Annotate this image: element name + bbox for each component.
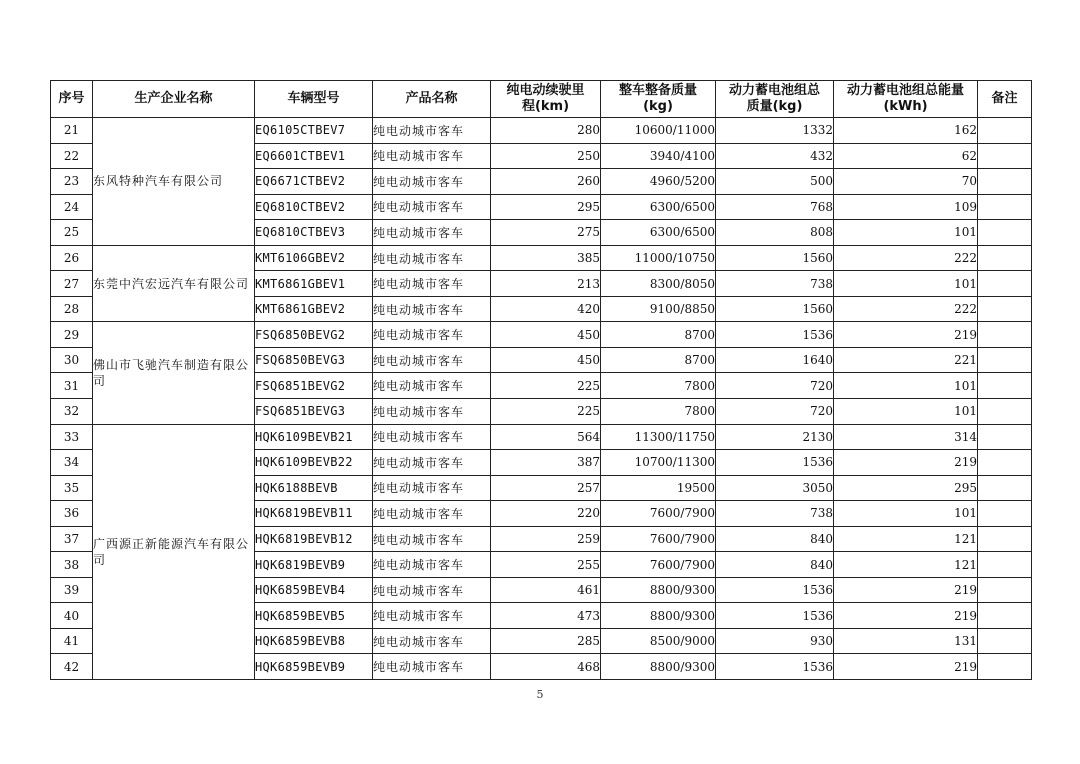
- remark-cell: [978, 577, 1032, 603]
- remark-cell: [978, 194, 1032, 220]
- range-km: 564: [491, 424, 601, 450]
- remark-cell: [978, 552, 1032, 578]
- vehicle-model: FSQ6850BEVG2: [255, 322, 373, 348]
- range-km: 285: [491, 628, 601, 654]
- range-km: 257: [491, 475, 601, 501]
- curb-mass: 11000/10750: [601, 245, 716, 271]
- product-name: 纯电动城市客车: [373, 245, 491, 271]
- battery-energy: 131: [834, 628, 978, 654]
- table-header-row: [51, 81, 1032, 118]
- battery-energy: 121: [834, 526, 978, 552]
- page-number: 5: [536, 688, 544, 701]
- battery-energy: 101: [834, 271, 978, 297]
- product-name: 纯电动城市客车: [373, 577, 491, 603]
- range-km: 260: [491, 169, 601, 195]
- row-seq: 26: [51, 245, 93, 271]
- remark-cell: [978, 526, 1032, 552]
- vehicle-model: HQK6859BEVB5: [255, 603, 373, 629]
- curb-mass: 7600/7900: [601, 552, 716, 578]
- battery-mass: 738: [716, 271, 834, 297]
- remark-cell: [978, 373, 1032, 399]
- remark-cell: [978, 245, 1032, 271]
- remark-cell: [978, 399, 1032, 425]
- curb-mass: 10700/11300: [601, 450, 716, 476]
- battery-mass: 840: [716, 552, 834, 578]
- remark-cell: [978, 628, 1032, 654]
- battery-mass: 720: [716, 373, 834, 399]
- battery-mass: 840: [716, 526, 834, 552]
- vehicle-model: FSQ6851BEVG2: [255, 373, 373, 399]
- battery-mass: 808: [716, 220, 834, 246]
- battery-energy: 219: [834, 654, 978, 680]
- vehicle-model: KMT6861GBEV1: [255, 271, 373, 297]
- vehicle-catalog-table: [50, 80, 1032, 680]
- remark-cell: [978, 220, 1032, 246]
- battery-energy: 219: [834, 322, 978, 348]
- header-model: 车辆型号: [255, 81, 373, 118]
- range-km: 387: [491, 450, 601, 476]
- curb-mass: 6300/6500: [601, 220, 716, 246]
- remark-cell: [978, 501, 1032, 527]
- curb-mass: 8800/9300: [601, 654, 716, 680]
- header-range-line2: 程(km): [521, 99, 570, 114]
- vehicle-model: EQ6105CTBEV7: [255, 118, 373, 144]
- range-km: 259: [491, 526, 601, 552]
- vehicle-model: EQ6810CTBEV3: [255, 220, 373, 246]
- product-name: 纯电动城市客车: [373, 552, 491, 578]
- battery-mass: 432: [716, 143, 834, 169]
- row-seq: 37: [51, 526, 93, 552]
- range-km: 275: [491, 220, 601, 246]
- vehicle-model: FSQ6851BEVG3: [255, 399, 373, 425]
- battery-mass: 1640: [716, 347, 834, 373]
- remark-cell: [978, 296, 1032, 322]
- curb-mass: 8300/8050: [601, 271, 716, 297]
- row-seq: 42: [51, 654, 93, 680]
- header-energy-line1: 动力蓄电池组总能量: [846, 83, 964, 98]
- remark-cell: [978, 143, 1032, 169]
- company-name: 东风特种汽车有限公司: [93, 118, 255, 246]
- range-km: 450: [491, 322, 601, 348]
- range-km: 250: [491, 143, 601, 169]
- remark-cell: [978, 424, 1032, 450]
- row-seq: 30: [51, 347, 93, 373]
- vehicle-model: HQK6859BEVB9: [255, 654, 373, 680]
- range-km: 473: [491, 603, 601, 629]
- row-seq: 22: [51, 143, 93, 169]
- range-km: 385: [491, 245, 601, 271]
- row-seq: 24: [51, 194, 93, 220]
- range-km: 255: [491, 552, 601, 578]
- remark-cell: [978, 322, 1032, 348]
- remark-cell: [978, 118, 1032, 144]
- vehicle-model: HQK6819BEVB12: [255, 526, 373, 552]
- row-seq: 40: [51, 603, 93, 629]
- company-name: 东莞中汽宏远汽车有限公司: [93, 245, 255, 322]
- curb-mass: 8700: [601, 322, 716, 348]
- product-name: 纯电动城市客车: [373, 143, 491, 169]
- product-name: 纯电动城市客车: [373, 169, 491, 195]
- product-name: 纯电动城市客车: [373, 654, 491, 680]
- battery-energy: 221: [834, 347, 978, 373]
- battery-energy: 314: [834, 424, 978, 450]
- battery-mass: 1332: [716, 118, 834, 144]
- vehicle-model: HQK6859BEVB8: [255, 628, 373, 654]
- range-km: 295: [491, 194, 601, 220]
- battery-mass: 1560: [716, 296, 834, 322]
- product-name: 纯电动城市客车: [373, 194, 491, 220]
- header-energy: [834, 81, 978, 118]
- curb-mass: 7800: [601, 373, 716, 399]
- battery-energy: 70: [834, 169, 978, 195]
- header-energy-line2: (kWh): [883, 99, 928, 114]
- remark-cell: [978, 347, 1032, 373]
- curb-mass: 3940/4100: [601, 143, 716, 169]
- row-seq: 21: [51, 118, 93, 144]
- table-row: [51, 245, 1032, 271]
- curb-mass: 8800/9300: [601, 577, 716, 603]
- range-km: 280: [491, 118, 601, 144]
- curb-mass: 8700: [601, 347, 716, 373]
- range-km: 468: [491, 654, 601, 680]
- table-row: [51, 118, 1032, 144]
- header-mass-line2: (kg): [643, 99, 673, 114]
- vehicle-model: KMT6106GBEV2: [255, 245, 373, 271]
- product-name: 纯电动城市客车: [373, 271, 491, 297]
- product-name: 纯电动城市客车: [373, 628, 491, 654]
- vehicle-model: FSQ6850BEVG3: [255, 347, 373, 373]
- range-km: 225: [491, 373, 601, 399]
- header-product: 产品名称: [373, 81, 491, 118]
- product-name: 纯电动城市客车: [373, 220, 491, 246]
- row-seq: 41: [51, 628, 93, 654]
- battery-energy: 219: [834, 603, 978, 629]
- curb-mass: 7600/7900: [601, 526, 716, 552]
- remark-cell: [978, 475, 1032, 501]
- product-name: 纯电动城市客车: [373, 296, 491, 322]
- product-name: 纯电动城市客车: [373, 347, 491, 373]
- header-range: [491, 81, 601, 118]
- table-row: [51, 322, 1032, 348]
- vehicle-model: HQK6109BEVB22: [255, 450, 373, 476]
- row-seq: 36: [51, 501, 93, 527]
- battery-energy: 121: [834, 552, 978, 578]
- header-battery-mass-line2: 质量(kg): [746, 99, 803, 114]
- battery-mass: 1536: [716, 450, 834, 476]
- battery-energy: 101: [834, 501, 978, 527]
- curb-mass: 6300/6500: [601, 194, 716, 220]
- remark-cell: [978, 271, 1032, 297]
- battery-energy: 62: [834, 143, 978, 169]
- battery-mass: 720: [716, 399, 834, 425]
- vehicle-model: EQ6671CTBEV2: [255, 169, 373, 195]
- range-km: 461: [491, 577, 601, 603]
- range-km: 450: [491, 347, 601, 373]
- curb-mass: 7600/7900: [601, 501, 716, 527]
- curb-mass: 11300/11750: [601, 424, 716, 450]
- product-name: 纯电动城市客车: [373, 373, 491, 399]
- header-battery-mass: [716, 81, 834, 118]
- range-km: 225: [491, 399, 601, 425]
- product-name: 纯电动城市客车: [373, 118, 491, 144]
- product-name: 纯电动城市客车: [373, 424, 491, 450]
- range-km: 213: [491, 271, 601, 297]
- row-seq: 29: [51, 322, 93, 348]
- curb-mass: 10600/11000: [601, 118, 716, 144]
- battery-mass: 1536: [716, 603, 834, 629]
- product-name: 纯电动城市客车: [373, 526, 491, 552]
- product-name: 纯电动城市客车: [373, 501, 491, 527]
- table-body: [51, 118, 1032, 680]
- battery-energy: 101: [834, 220, 978, 246]
- row-seq: 35: [51, 475, 93, 501]
- battery-energy: 295: [834, 475, 978, 501]
- remark-cell: [978, 603, 1032, 629]
- table-row: [51, 424, 1032, 450]
- product-name: 纯电动城市客车: [373, 450, 491, 476]
- row-seq: 25: [51, 220, 93, 246]
- header-battery-mass-line1: 动力蓄电池组总: [728, 83, 820, 98]
- battery-mass: 2130: [716, 424, 834, 450]
- vehicle-model: EQ6601CTBEV1: [255, 143, 373, 169]
- company-name: 佛山市飞驰汽车制造有限公司: [93, 322, 255, 424]
- curb-mass: 8800/9300: [601, 603, 716, 629]
- battery-energy: 109: [834, 194, 978, 220]
- battery-energy: 101: [834, 373, 978, 399]
- row-seq: 23: [51, 169, 93, 195]
- vehicle-model: HQK6819BEVB11: [255, 501, 373, 527]
- vehicle-model: HQK6819BEVB9: [255, 552, 373, 578]
- header-mass: [601, 81, 716, 118]
- remark-cell: [978, 654, 1032, 680]
- range-km: 220: [491, 501, 601, 527]
- product-name: 纯电动城市客车: [373, 399, 491, 425]
- battery-mass: 1536: [716, 654, 834, 680]
- curb-mass: 19500: [601, 475, 716, 501]
- battery-mass: 768: [716, 194, 834, 220]
- battery-mass: 3050: [716, 475, 834, 501]
- row-seq: 34: [51, 450, 93, 476]
- battery-energy: 222: [834, 296, 978, 322]
- range-km: 420: [491, 296, 601, 322]
- vehicle-model: HQK6109BEVB21: [255, 424, 373, 450]
- battery-mass: 1536: [716, 577, 834, 603]
- battery-energy: 219: [834, 577, 978, 603]
- vehicle-model: HQK6188BEVB: [255, 475, 373, 501]
- vehicle-model: HQK6859BEVB4: [255, 577, 373, 603]
- header-company: 生产企业名称: [93, 81, 255, 118]
- remark-cell: [978, 450, 1032, 476]
- battery-mass: 930: [716, 628, 834, 654]
- header-range-line1: 纯电动续驶里: [506, 83, 585, 98]
- row-seq: 31: [51, 373, 93, 399]
- curb-mass: 4960/5200: [601, 169, 716, 195]
- vehicle-model: EQ6810CTBEV2: [255, 194, 373, 220]
- header-remark: 备注: [978, 81, 1032, 118]
- header-mass-line1: 整车整备质量: [618, 83, 697, 98]
- row-seq: 33: [51, 424, 93, 450]
- product-name: 纯电动城市客车: [373, 322, 491, 348]
- product-name: 纯电动城市客车: [373, 475, 491, 501]
- row-seq: 27: [51, 271, 93, 297]
- battery-mass: 500: [716, 169, 834, 195]
- battery-mass: 738: [716, 501, 834, 527]
- curb-mass: 8500/9000: [601, 628, 716, 654]
- battery-mass: 1560: [716, 245, 834, 271]
- header-seq: 序号: [51, 81, 93, 118]
- battery-energy: 101: [834, 399, 978, 425]
- curb-mass: 9100/8850: [601, 296, 716, 322]
- row-seq: 28: [51, 296, 93, 322]
- row-seq: 38: [51, 552, 93, 578]
- row-seq: 32: [51, 399, 93, 425]
- battery-energy: 162: [834, 118, 978, 144]
- battery-energy: 219: [834, 450, 978, 476]
- battery-energy: 222: [834, 245, 978, 271]
- company-name: 广西源正新能源汽车有限公司: [93, 424, 255, 679]
- vehicle-model: KMT6861GBEV2: [255, 296, 373, 322]
- row-seq: 39: [51, 577, 93, 603]
- curb-mass: 7800: [601, 399, 716, 425]
- remark-cell: [978, 169, 1032, 195]
- product-name: 纯电动城市客车: [373, 603, 491, 629]
- battery-mass: 1536: [716, 322, 834, 348]
